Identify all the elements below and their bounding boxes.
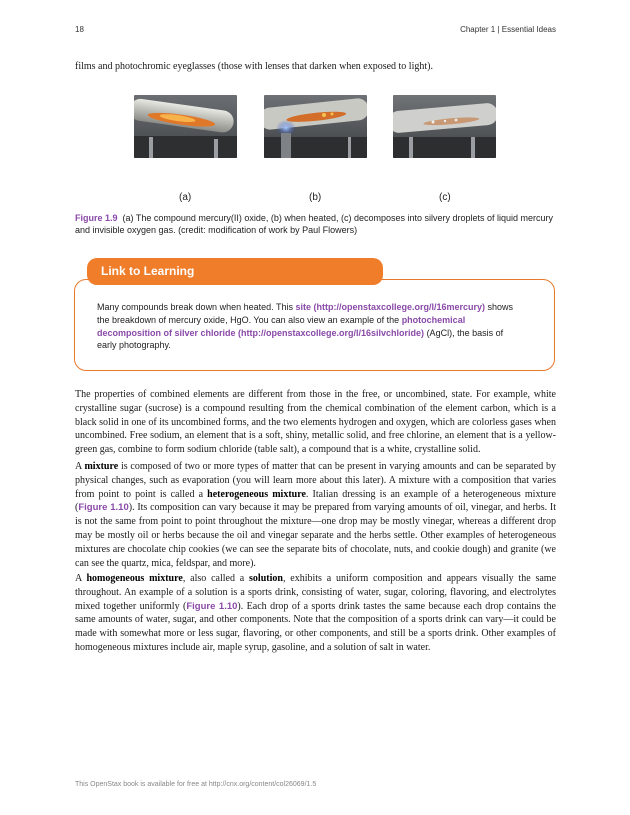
paragraph-mixture [75, 460, 556, 570]
paragraph-homogeneous-mixture [75, 572, 556, 655]
figure-reference-link[interactable]: Figure 1.10 [78, 502, 129, 514]
figure-caption [75, 212, 557, 236]
paragraph-combined-elements: The properties of combined elements are different from those in the free, or uncombined, state. For example, white crystalline sugar (sucrose) is a compound resulting from the chemical combination of the element carbon, which is a black solid in one of its uncombined forms, and the two elements hydrogen and oxygen, which are colorless gases when uncombined. Free sodium, an element that is a soft, shiny, metallic solid, and free chlorine, an element that is a yellow-green gas, combine to form sodium chloride (table salt), a compound that is a white, crystalline solid. [75, 389, 556, 456]
page-number: 18 [75, 25, 84, 34]
silver-chloride-link[interactable]: photochemical decomposition of silver chloride (http://openstaxcollege.org/l/16silvchloride) [97, 314, 466, 338]
term-heterogeneous-mixture: heterogeneous mixture [207, 488, 306, 500]
photo-mercury-droplets [393, 95, 496, 158]
paragraph-text: is composed of two or more types of matter that can be present in varying amounts and can be separated by physical changes, such as evaporation (you will learn more about this later). A mixture with a composition that varies from point to point is called a [75, 461, 557, 500]
ltl-text-part: shows the breakdown of mercury oxide, HgO. You can also view an example of the [97, 302, 514, 325]
paragraph-text: A [75, 461, 85, 472]
intro-line: films and photochromic eyeglasses (those with lenses that darken when exposed to light). [75, 61, 433, 72]
paragraph-text: , exhibits a uniform composition and appears visually the same throughout. An example of a solution is a sports drink, consisting of water, sugar, coloring, flavoring, and electrolytes mixed together uniformly ( [75, 573, 557, 612]
ltl-text-part: Many compounds break down when heated. This [97, 302, 296, 312]
term-homogeneous-mixture: homogeneous mixture [86, 573, 183, 584]
mercury-site-link[interactable]: site (http://openstaxcollege.org/l/16mercury) [295, 302, 485, 312]
paragraph-text: ). Each drop of a sports drink tastes the same because each drop contains the same amounts of water, sugar, and other components. Note that the composition of a sports drink can vary—it could be made with somewhat more or less sugar, flavoring, or other components, and still be a sports drink. Other examples of homogeneous mixtures include air, maple syrup, gasoline, and a solution of salt in water. [75, 600, 556, 653]
paragraph-text: , also called a [182, 573, 250, 584]
photo-c-illustration [393, 95, 496, 158]
figure-label: Figure 1.9 [75, 213, 118, 223]
panel-label-a: (a) [179, 192, 192, 203]
link-to-learning-text [97, 301, 525, 352]
link-to-learning-title: Link to Learning [101, 264, 195, 278]
figure-reference-link[interactable]: Figure 1.10 [186, 600, 238, 612]
page-footer: This OpenStax book is available for free at http://cnx.org/content/col26069/1.5 [75, 781, 317, 788]
paragraph-text: . Italian dressing is an example of a heterogeneous mixture ( [75, 488, 557, 514]
photo-heating [264, 95, 367, 158]
photo-a-illustration [134, 95, 237, 158]
panel-label-b: (b) [309, 192, 322, 203]
panel-label-c: (c) [439, 192, 451, 203]
term-mixture: mixture [84, 461, 119, 472]
term-solution: solution [249, 573, 283, 584]
ltl-text-part: (AgCl), the basis of early photography. [97, 327, 504, 351]
paragraph-text: A [75, 573, 87, 584]
chapter-header: Chapter 1 | Essential Ideas [460, 25, 556, 34]
photo-b-illustration [264, 95, 367, 158]
paragraph-text: ). Its composition can vary because it may be prepared from varying amounts of oil, vinegar, and herbs. It is not the same from point to point throughout the mixture—one drop may be mostly vinegar, whereas a different drop may be mostly oil or herbs because the oil and vinegar separate and the herbs settle. Other examples of heterogeneous mixtures are chocolate chip cookies (we can see the separate bits of chocolate, nuts, and cookie dough) and granite (we can see the quartz, mica, feldspar, and more). [75, 502, 556, 569]
figure-caption-text: (a) The compound mercury(II) oxide, (b) when heated, (c) decomposes into silvery droplets of liquid mercury and invisible oxygen gas. (credit: modification of work by Paul Flowers) [75, 213, 554, 235]
photo-mercury-oxide [134, 95, 237, 158]
